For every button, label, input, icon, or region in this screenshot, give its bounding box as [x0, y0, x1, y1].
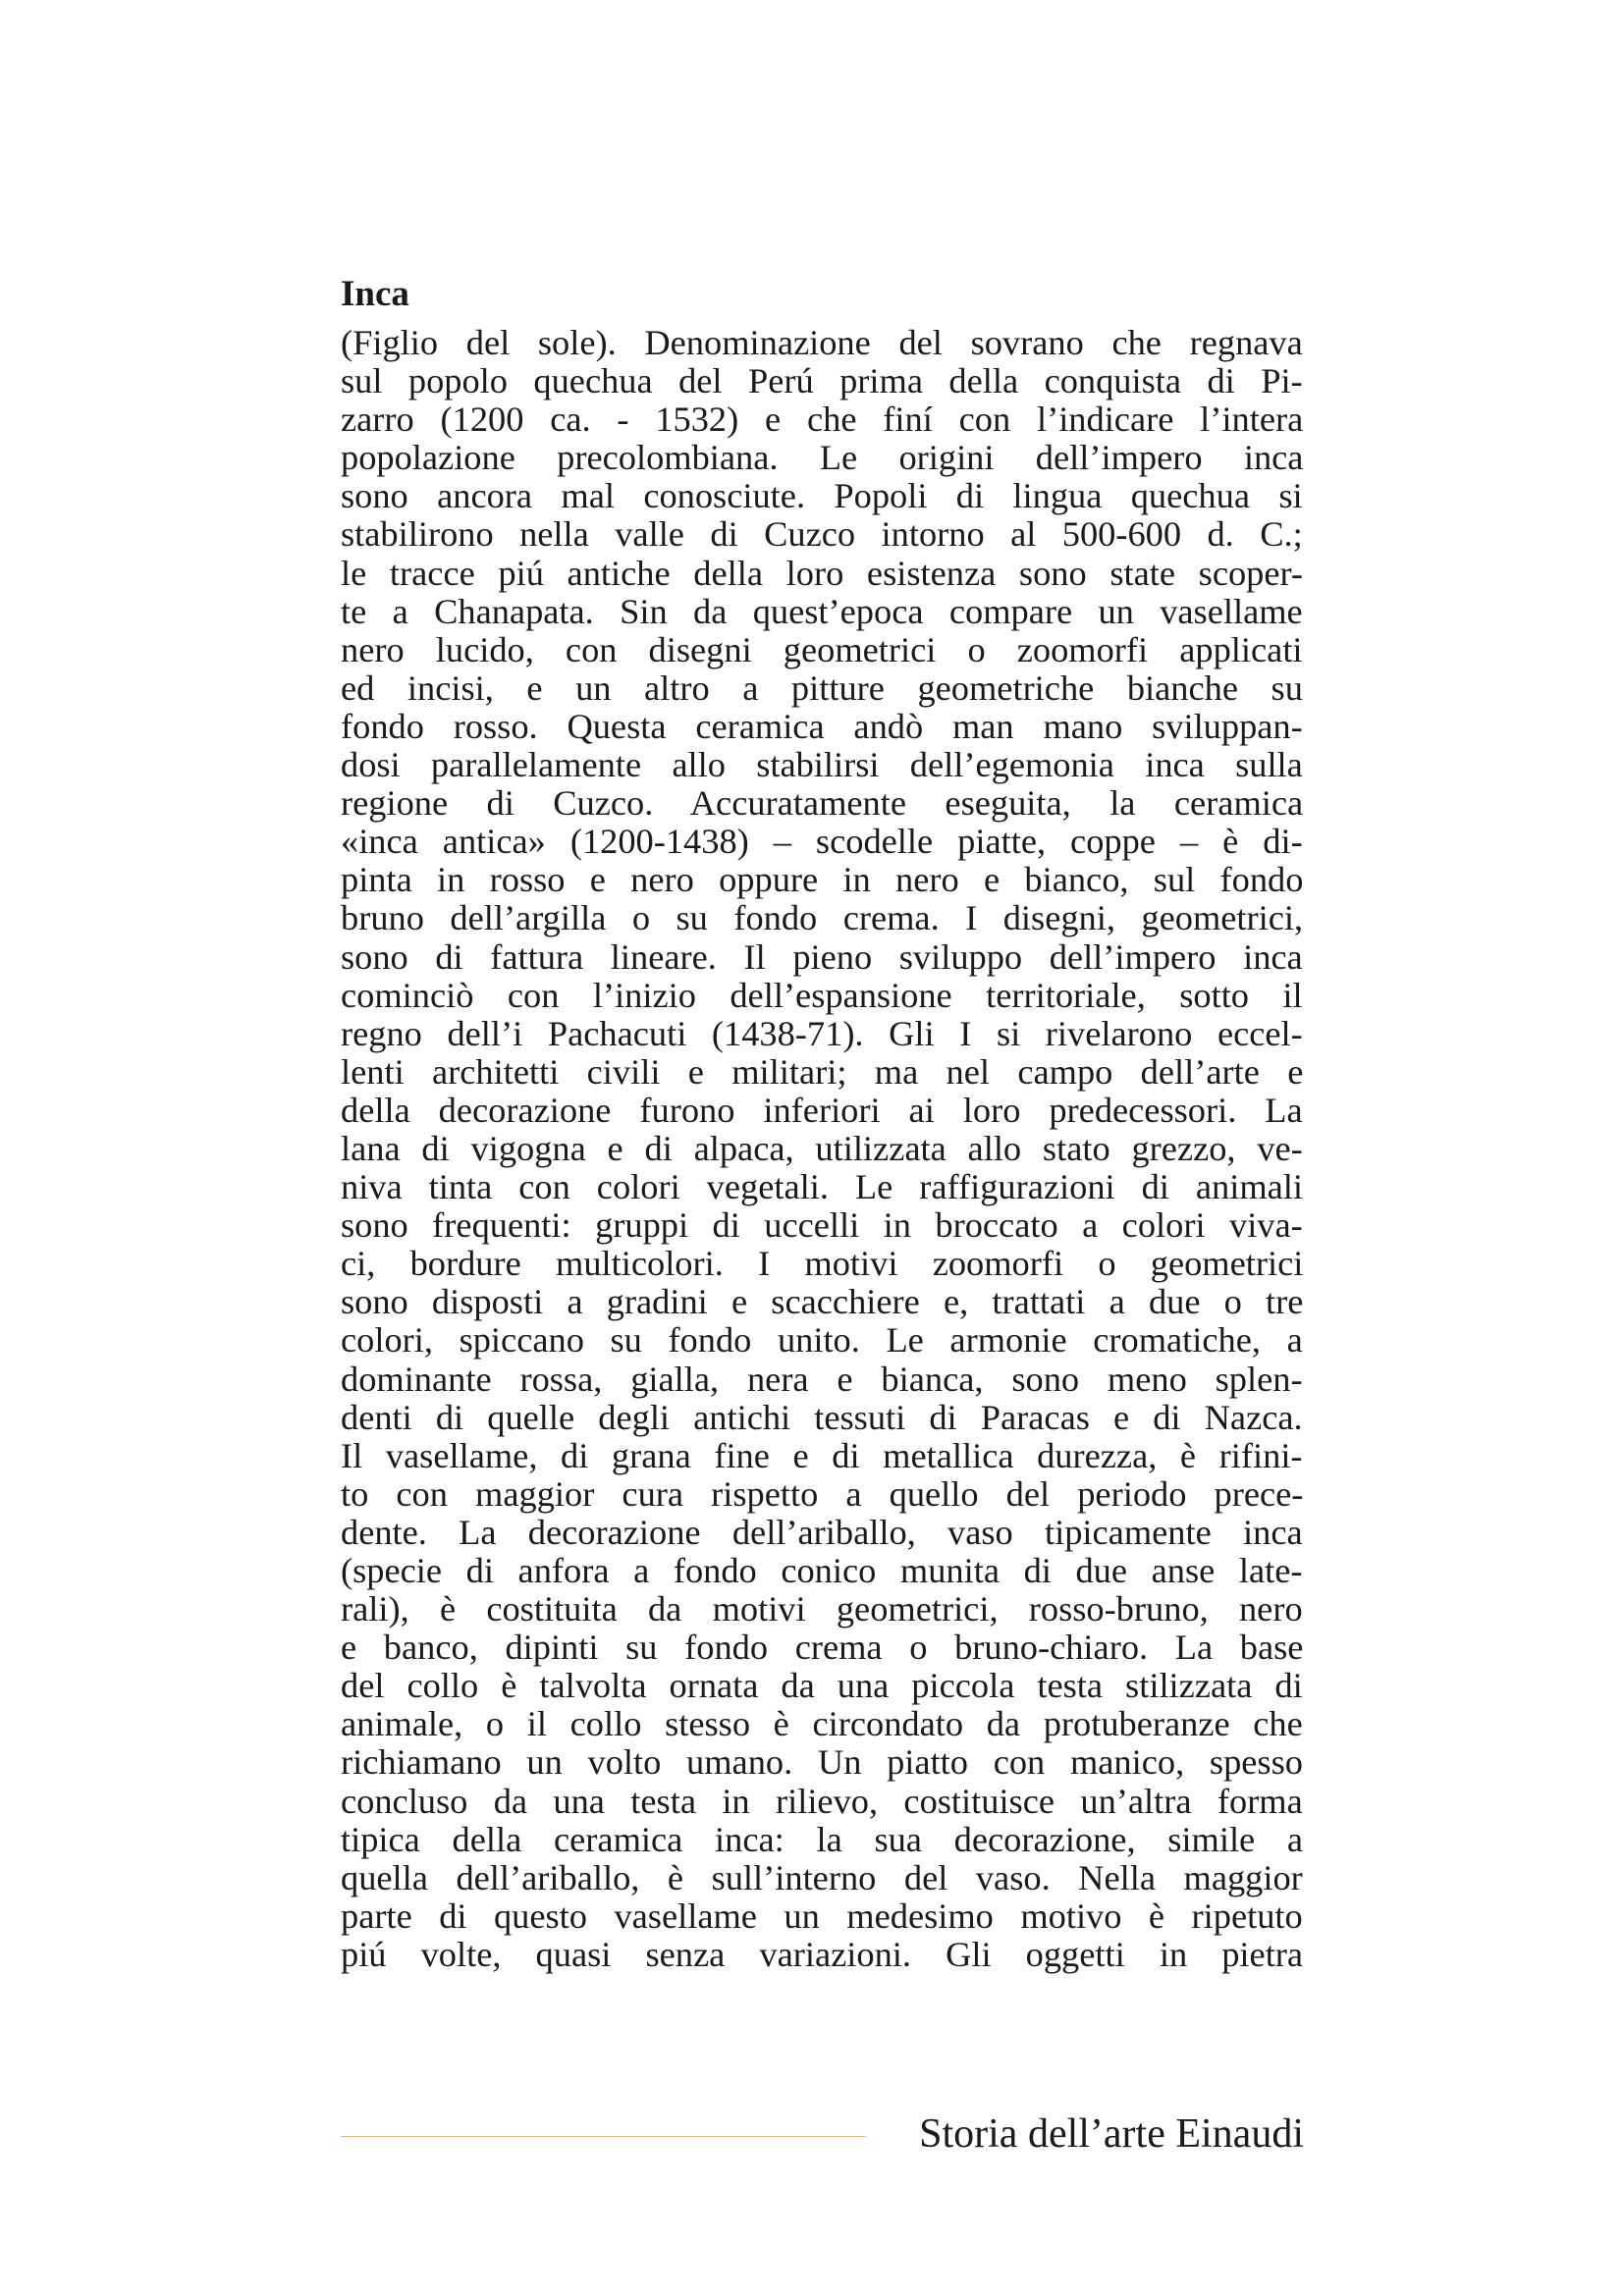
body-line: (specie di anfora a fondo conico munita di due anse late-: [341, 1551, 1303, 1590]
body-line: regno dell’i Pachacuti (1438-71). Gli I si rivelarono eccel-: [341, 1013, 1303, 1053]
body-line: (Figlio del sole). Denominazione del sovrano che regnava: [341, 323, 1303, 362]
body-line: dosi parallelamente allo stabilirsi dell’egemonia inca sulla: [341, 745, 1303, 785]
body-line: «inca antica» (1200-1438) – scodelle piatte, coppe – è di-: [341, 822, 1303, 862]
body-line: concluso da una testa in rilievo, costituisce un’altra forma: [341, 1781, 1303, 1821]
body-line: to con maggior cura rispetto a quello del periodo prece-: [341, 1473, 1304, 1514]
body-line: sono frequenti: gruppi di uccelli in broccato a colori viva-: [341, 1205, 1303, 1246]
body-line: popolazione precolombiana. Le origini dell’impero inca: [341, 438, 1304, 478]
body-line: lana di vigogna e di alpaca, utilizzata allo stato grezzo, ve-: [341, 1128, 1303, 1168]
entry-body: [341, 324, 1303, 1974]
body-line: zarro (1200 ca. - 1532) e che finí con l’indicare l’intera: [341, 400, 1304, 440]
body-line: denti di quelle degli antichi tessuti di Paracas e di Nazca.: [341, 1397, 1303, 1437]
body-line: sul popolo quechua del Perú prima della conquista di Pi-: [341, 361, 1303, 401]
body-line: stabilirono nella valle di Cuzco intorno al 500-600 d. C.;: [341, 514, 1303, 555]
body-line: sono di fattura lineare. Il pieno sviluppo dell’impero inca: [341, 936, 1303, 977]
body-line: sono disposti a gradini e scacchiere e, trattati a due o tre: [341, 1282, 1304, 1322]
body-line: piú volte, quasi senza variazioni. Gli oggetti in pietra: [341, 1934, 1304, 1974]
body-line: pinta in rosso e nero oppure in nero e bianco, sul fondo: [341, 860, 1304, 900]
body-line: Il vasellame, di grana fine e di metallica durezza, è rifini-: [341, 1435, 1303, 1475]
body-line: e banco, dipinti su fondo crema o bruno-chiaro. La base: [341, 1628, 1304, 1668]
body-line: quella dell’ariballo, è sull’interno del vaso. Nella maggior: [341, 1857, 1303, 1897]
body-line: sono ancora mal conosciute. Popoli di lingua quechua si: [341, 476, 1303, 516]
body-line: niva tinta con colori vegetali. Le raffigurazioni di animali: [341, 1167, 1304, 1207]
body-line: le tracce piú antiche della loro esistenza sono state scoper-: [341, 553, 1304, 593]
body-line: della decorazione furono inferiori ai loro predecessori. La: [341, 1090, 1303, 1130]
body-line: regione di Cuzco. Accuratamente eseguita, la ceramica: [341, 783, 1304, 824]
body-line: dominante rossa, gialla, nera e bianca, sono meno splen-: [341, 1359, 1303, 1399]
body-line: te a Chanapata. Sin da quest’epoca compare un vasellame: [341, 591, 1303, 631]
body-line: lenti architetti civili e militari; ma nel campo dell’arte e: [341, 1051, 1304, 1092]
body-line: richiamano un volto umano. Un piatto con manico, spesso: [341, 1742, 1303, 1783]
body-line: animale, o il collo stesso è circondato da protuberanze che: [341, 1704, 1303, 1744]
body-line: parte di questo vasellame un medesimo motivo è ripetuto: [341, 1896, 1303, 1936]
body-line: rali), è costituita da motivi geometrici, rosso-bruno, nero: [341, 1589, 1303, 1629]
body-line: bruno dell’argilla o su fondo crema. I disegni, geometrici,: [341, 898, 1304, 938]
body-line: dente. La decorazione dell’ariballo, vaso tipicamente inca: [341, 1512, 1303, 1552]
body-line: tipica della ceramica inca: la sua decorazione, simile a: [341, 1819, 1304, 1859]
body-line: colori, spiccano su fondo unito. Le armonie cromatiche, a: [341, 1320, 1303, 1361]
footer-rule: [341, 2136, 866, 2137]
footer-publisher: Storia dell’arte Einaudi: [919, 2111, 1304, 2157]
body-line: ed incisi, e un altro a pitture geometriche bianche su: [341, 667, 1303, 708]
body-line: cominciò con l’inizio dell’espansione territoriale, sotto il: [341, 975, 1303, 1015]
body-line: nero lucido, con disegni geometrici o zoomorfi applicati: [341, 629, 1303, 669]
body-line: ci, bordure multicolori. I motivi zoomorfi o geometrici: [341, 1244, 1304, 1284]
body-line: fondo rosso. Questa ceramica andò man mano sviluppan-: [341, 706, 1303, 746]
body-line: del collo è talvolta ornata da una piccola testa stilizzata di: [341, 1666, 1303, 1706]
entry-title: Inca: [341, 274, 409, 314]
